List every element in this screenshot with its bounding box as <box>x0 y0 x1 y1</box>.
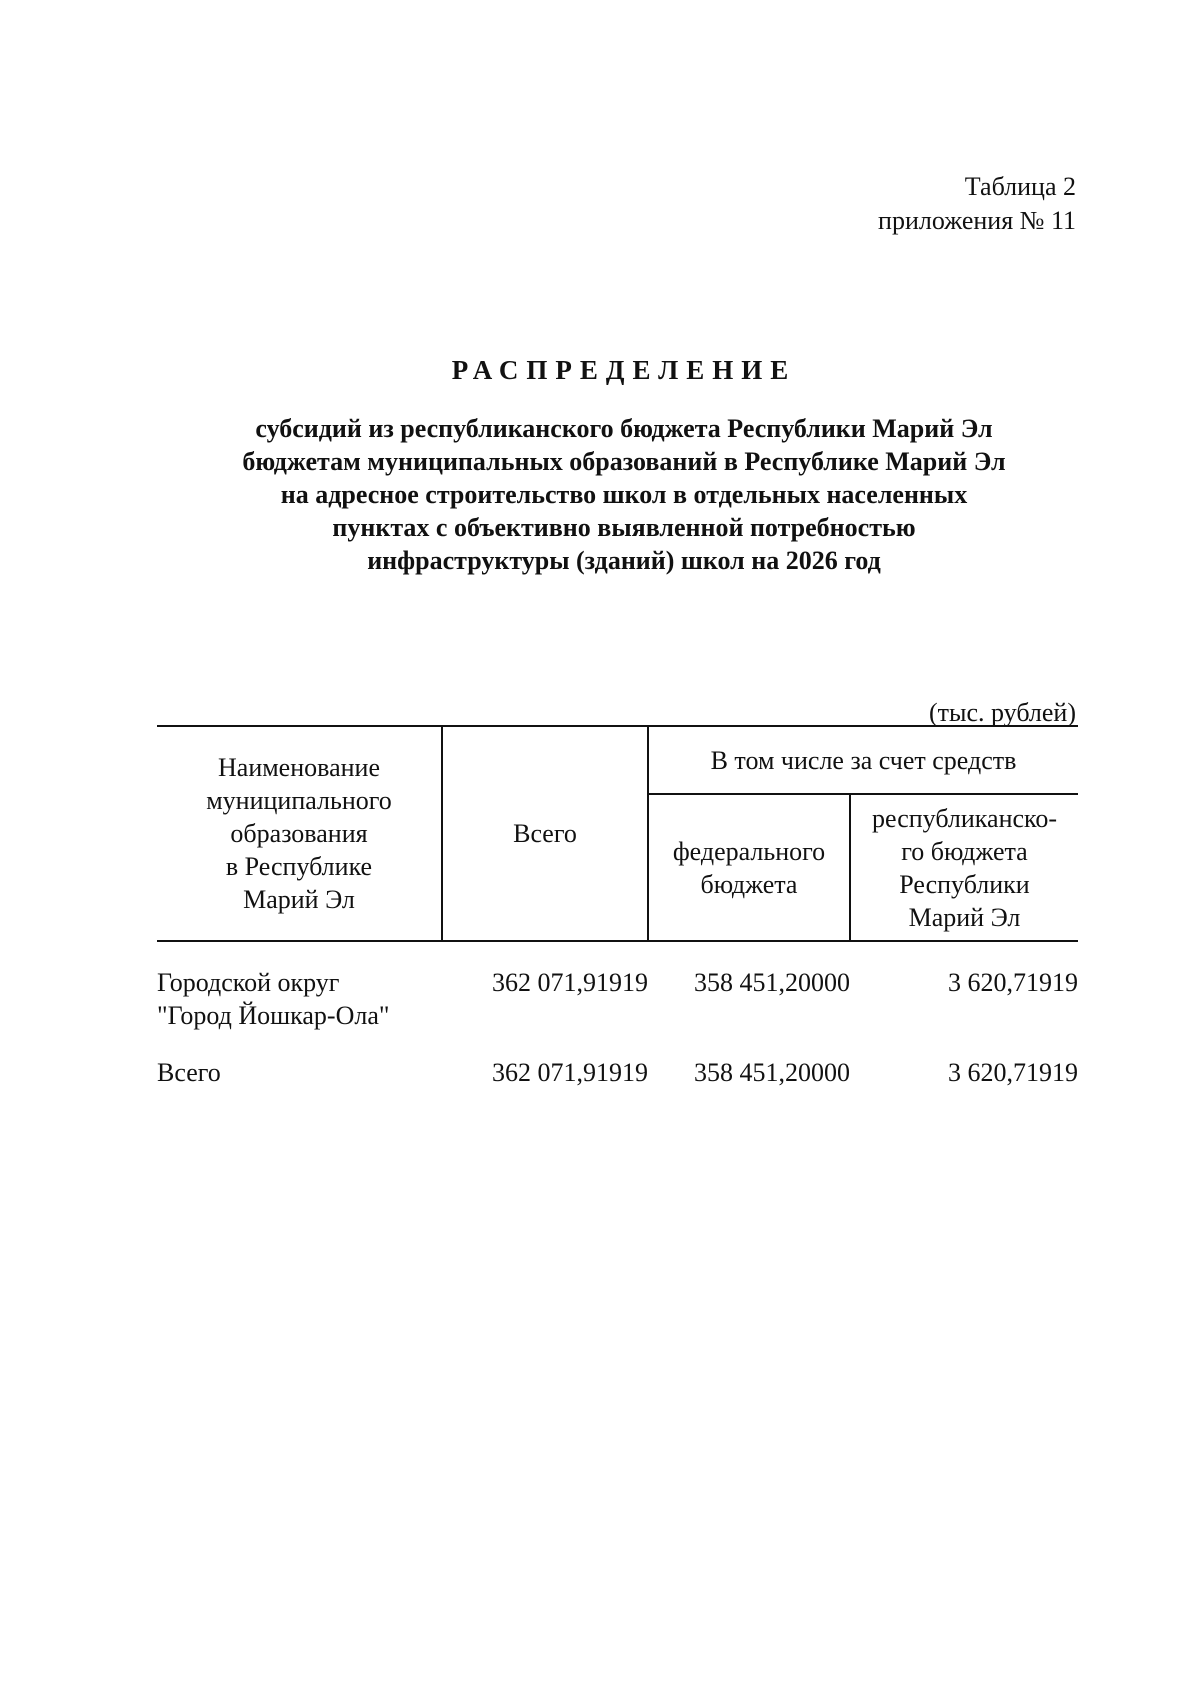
document-title: РАСПРЕДЕЛЕНИЕ <box>451 355 797 385</box>
table-body <box>157 941 1078 1089</box>
header-line: В том числе за счет средств <box>710 745 1017 775</box>
document-subtitle <box>0 412 1200 577</box>
header-line: федерального <box>672 836 826 866</box>
header-line: Всего <box>513 819 577 848</box>
distribution-table <box>157 725 1078 1089</box>
header-line: республиканско- <box>872 803 1057 833</box>
header-line: в Республике <box>225 852 373 881</box>
header-republic <box>850 794 1078 941</box>
table-row <box>157 1032 1078 1089</box>
appendix-reference <box>878 170 1076 238</box>
header-municipality <box>157 726 442 941</box>
table-number: Таблица 2 <box>964 172 1076 201</box>
cell-line: Городской округ <box>157 968 340 997</box>
table-row <box>157 941 1078 1032</box>
subtitle-line: инфраструктуры (зданий) школ на 2026 год <box>367 546 881 575</box>
cell-line: Всего <box>157 1058 221 1087</box>
subtitle-line: на адресное строительство школ в отдельных населенных <box>280 480 968 509</box>
appendix-number: приложения № 11 <box>878 206 1076 235</box>
header-line: Республики <box>899 869 1030 899</box>
table-header <box>157 726 1078 941</box>
header-line: бюджета <box>700 869 798 899</box>
header-funding-group <box>648 726 1078 794</box>
row-republic: 3 620,71919 <box>948 1058 1079 1087</box>
header-line: Марий Эл <box>243 885 355 914</box>
row-federal: 358 451,20000 <box>694 1058 850 1087</box>
header-line: го бюджета <box>901 836 1028 866</box>
units-label: (тыс. рублей) <box>928 698 1076 727</box>
header-line: муниципального <box>206 786 392 815</box>
header-line: Марий Эл <box>908 902 1021 932</box>
row-federal: 358 451,20000 <box>694 968 850 997</box>
row-total: 362 071,91919 <box>492 968 648 997</box>
row-municipality <box>157 941 442 1032</box>
row-total: 362 071,91919 <box>492 1058 648 1087</box>
header-total <box>442 726 648 941</box>
header-line: образования <box>230 819 368 848</box>
row-republic: 3 620,71919 <box>948 968 1079 997</box>
header-line: Наименование <box>218 753 380 782</box>
subtitle-line: бюджетам муниципальных образований в Республике Марий Эл <box>242 447 1006 476</box>
cell-line: "Город Йошкар-Ола" <box>157 1001 390 1030</box>
row-municipality <box>157 1032 442 1089</box>
subtitle-line: пунктах с объективно выявленной потребностью <box>332 513 916 542</box>
subtitle-line: субсидий из республиканского бюджета Республики Марий Эл <box>255 414 993 443</box>
header-federal <box>648 794 850 941</box>
